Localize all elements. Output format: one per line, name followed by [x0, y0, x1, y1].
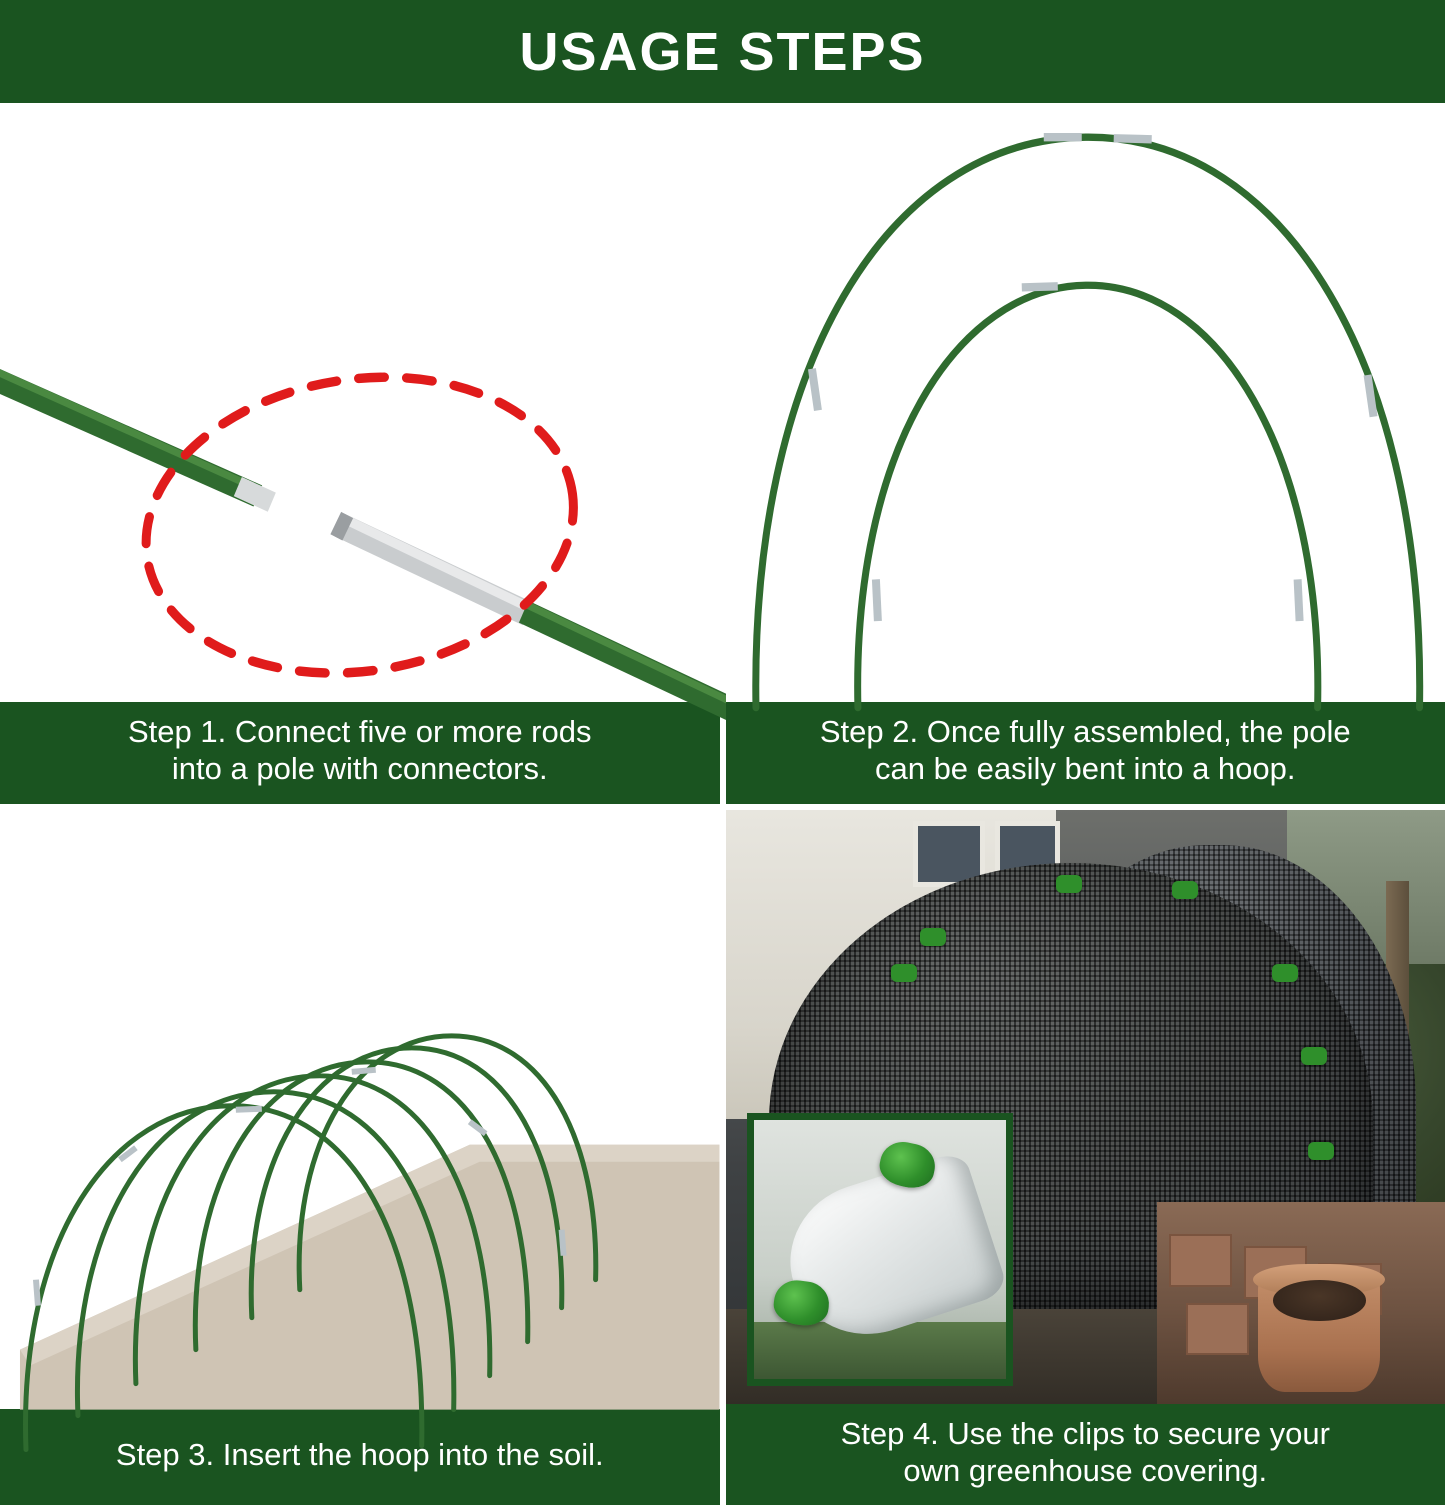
panel-step-2 — [726, 108, 1445, 804]
clip-on-net — [920, 928, 946, 946]
caption-step-1-line-2: into a pole with connectors. — [128, 751, 592, 788]
green-rod-right — [524, 603, 735, 710]
steps-grid — [0, 108, 1445, 1505]
clip-on-net — [1272, 964, 1298, 982]
inner-hoop — [857, 285, 1317, 707]
hoops-in-soil-diagram — [0, 810, 720, 1410]
header-bar — [0, 0, 1445, 108]
connector-bands — [811, 137, 1373, 621]
caption-step-4 — [726, 1404, 1445, 1505]
caption-step-3 — [0, 1409, 720, 1505]
bent-hoop-svg — [726, 108, 1445, 702]
panel-step-4 — [726, 810, 1445, 1505]
rod-connector-svg — [0, 108, 720, 702]
bent-hoop-diagram — [726, 108, 1445, 702]
terracotta-pot — [1258, 1273, 1380, 1392]
caption-step-4-line-1: Step 4. Use the clips to secure your — [841, 1416, 1330, 1453]
silver-connector — [336, 517, 528, 614]
caption-step-2-line-2: can be easily bent into a hoop. — [820, 751, 1351, 788]
outer-hoop — [755, 137, 1419, 707]
page-title: USAGE STEPS — [519, 21, 925, 83]
caption-step-1-line-1: Step 1. Connect five or more rods — [128, 714, 592, 751]
caption-step-3-line-1: Step 3. Insert the hoop into the soil. — [116, 1437, 604, 1474]
panel-step-1 — [0, 108, 720, 804]
panel-step-3 — [0, 810, 720, 1505]
pot-opening — [1273, 1280, 1366, 1320]
brick — [1186, 1303, 1249, 1356]
clip-closeup-inset — [747, 1113, 1013, 1386]
greenhouse-photo — [726, 810, 1445, 1404]
clip-on-net — [1172, 881, 1198, 899]
brick — [1169, 1234, 1232, 1287]
caption-step-4-line-2: own greenhouse covering. — [841, 1453, 1330, 1490]
green-rod-left — [0, 369, 272, 502]
photo-scene — [726, 810, 1445, 1404]
clip-on-net — [891, 964, 917, 982]
clip-on-net — [1308, 1142, 1334, 1160]
rod-connector-diagram — [0, 108, 720, 702]
caption-step-2 — [726, 702, 1445, 803]
caption-step-2-line-1: Step 2. Once fully assembled, the pole — [820, 714, 1351, 751]
caption-step-1 — [0, 702, 720, 803]
clip-on-net — [1056, 875, 1082, 893]
hoops-soil-svg — [0, 810, 720, 1410]
clip-on-net — [1301, 1047, 1327, 1065]
